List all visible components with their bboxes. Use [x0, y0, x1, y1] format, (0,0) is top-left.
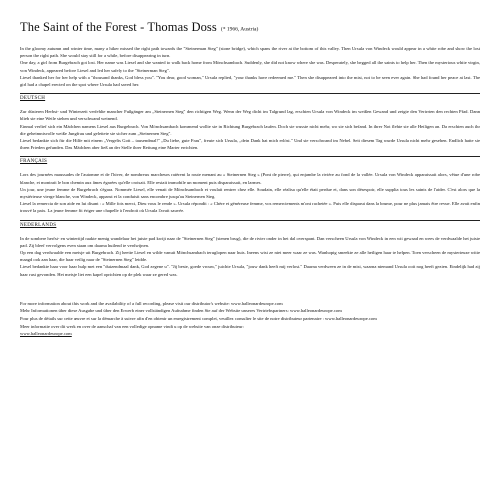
section-heading-deutsch: DEUTSCH	[20, 93, 480, 101]
francais-text	[20, 171, 480, 214]
francais-paragraph: Lors des journées maussades de l'automne et de l'hiver, de nombreux marcheurs ratèrent la route menant au « Steinernen Steg » (Pont de pierre), qui enjambe la rivière au fond de la vallée. Ursula von Windeck apparaissait alors, vêtue d'une robe blanche, et montrait le bon chemin aux âmes égarées qu'elle croisait. Elle restait immobile un moment puis disparaissait, en larmes.	[20, 172, 480, 185]
nederlands-text	[20, 235, 480, 278]
english-paragraph: Liesel thanked her for her help with a "thousand thanks, God bless you". "You dear, good woman," Ursula replied, "your thanks have redeemed me." Then she disappeared into the mist, not to be seen ever again. She had found her peace at last. The girl had a chapel erected on the spot where Ursula had saved her.	[20, 74, 480, 88]
distributor-footer	[20, 300, 480, 338]
francais-paragraph: Un jour, une jeune femme de Burgebrach s'égara. Nommée Liesel, elle venait de Mönchsambach et voulait rentrer chez elle. Soudain, elle réalisa qu'elle était perdue et, dans son désespoir, elle supplia tous les saints de l'aider. C'est alors que la mystérieuse vierge blanche, von Windeck, apparut et la conduisit sans encombre jusqu'au Steinernen Steg.	[20, 186, 480, 200]
nederlands-paragraph: Liesel bedankte haar voor haar hulp met een "duizendmaal dank, God zegene u". "Jij beste, goede vrouw," juichte Ursula, "jouw dank heeft mij verlost." Daarna verdween ze in de mist, waarna niemand Ursula ooit nog heeft gezien. Eindelijk had zij haar rust gevonden. Het meisje liet een kapel oprichten op de plek waar ze gered was.	[20, 264, 480, 277]
composer-year-note: (* 1966, Austria)	[220, 26, 259, 33]
english-paragraph: One day, a girl from Burgebrach got lost. Her name was Liesel and she wanted to walk back home from Mönchsambach. Suddenly, she did not know where she was. Desperately, she begged all the saints to help her. Then the mysterious white virgin, von Windeck, appeared before Liesel and led her safely to the "Steinerman Steg".	[20, 60, 480, 73]
english-text	[20, 45, 480, 88]
deutsch-paragraph: Zur düsteren Herbst- und Winterzeit verfehlte mancher Fußgänger am „Steinernen Steg" den richtigen Weg. Wenn der Weg dicht im Talgrund lag, erschien Ursula von Windeck im weißen Gewand und zeigte den Verirrten den rechten Pfad. Dann blieb sie eine Weile stehen und verschwand weinend.	[20, 109, 480, 122]
nederlands-paragraph: Op een dag verdwaalde een meisje uit Burgebrach. Zij heette Liesel en wilde vanuit Mönchsambach teruglopen naar huis. Ineens wist ze niet meer waar ze was. Wanhopig smeekte ze alle heiligen haar te helpen. Toen verscheen de mysterieuze witte maagd ook aan haar, die haar veilig naar de "Steinernen Steg" leidde.	[20, 250, 480, 263]
footer-line-nederlands: Meer informatie over dit werk en over de aanschaf van een volledige opname vindt u op de website van onze distributeur:	[20, 323, 244, 329]
section-heading-nederlands: NEDERLANDS	[20, 220, 480, 228]
deutsch-paragraph: Liesel bedankte sich für die Hilfe mit einem „Vergelts Gott – tausendmal!" „Du liebe, gute Frau", freute sich Ursula, „dein Dank hat mich erlöst." Und sie verschwand im Nebel. Seit diesem Tag wurde Ursula nicht mehr gesehen. Endlich hatte sie ihren Frieden gefunden. Das Mädchen aber ließ an der Stelle ihrer Rettung eine Marter errichten.	[20, 138, 480, 151]
footer-line-francais: Pour plus de détails sur cette œuvre et sur la démarche à suivre afin d'en obtenir un enregistrement complet, veuillez consulter le site de notre distributeur partenaire : www.halleonardeurope.com	[20, 316, 377, 322]
deutsch-text	[20, 108, 480, 151]
title-row	[20, 18, 480, 36]
section-heading-francais: FRANÇAIS	[20, 156, 480, 164]
footer-line-deutsch: Mehr Informationen über diese Ausgabe und über den Erwerb einer vollständigen Aufnahme finden Sie auf der Website unseres Vertriebspartners: www.halleonardeurope.com	[20, 308, 342, 314]
distributor-website-link[interactable]: www.halleonardeurope.com	[20, 331, 72, 337]
francais-paragraph: Liesel la remercia de son aide en lui disant : « Mille fois merci, Dieu vous le rende ». Ursula répondit : « Chère et généreuse femme, vos remerciements m'ont rachetée ». Puis elle disparut dans la brume, pour ne plus jamais être revue. Elle avait enfin trouvé la paix. La jeune femme fit ériger une chapelle à l'endroit où Ursula l'avait sauvée.	[20, 201, 480, 214]
footer-line-english: For more information about this work and the availability of a full recording, please visit our distributor's website: www.halleonardeurope.com	[20, 300, 283, 306]
nederlands-paragraph: In de sombere herfst- en wintertijd raakte menig wandelaar het juiste pad kwijt naar de "Steinernen Steg" (stenen brug), die de rivier onder in het dal overspant. Dan verscheen Ursula von Windeck in een wit gewaad en wees de verdwaalde het juiste pad. Zij bleef vervolgens even staan om daarna huilend te verdwijnen.	[20, 235, 480, 248]
deutsch-paragraph: Einmal verlief sich ein Mädchen namens Liesel aus Burgebrach. Von Mönchsambach kommend wollte sie in Richtung Burgebrach laufen. Doch sie wusste nicht mehr, wo sie sich befand. In ihrer Not flehte sie alle Heiligen an. Da erschien auch ihr die geheimnisvolle weiße Jungfrau und geleitete sie sicher zum „Steinernen Steg".	[20, 123, 480, 136]
page-title: The Saint of the Forest - Thomas Doss	[20, 20, 217, 34]
english-paragraph: In the gloomy autumn and winter time, many a hiker missed the right path towards the "Steinerman Steg" (stone bridge), which spans the river at the bottom of this valley. Then Ursula von Windeck would appear in a white robe and show the lost person the right path. She would stay still for a while, before disappearing in turn.	[20, 46, 480, 59]
